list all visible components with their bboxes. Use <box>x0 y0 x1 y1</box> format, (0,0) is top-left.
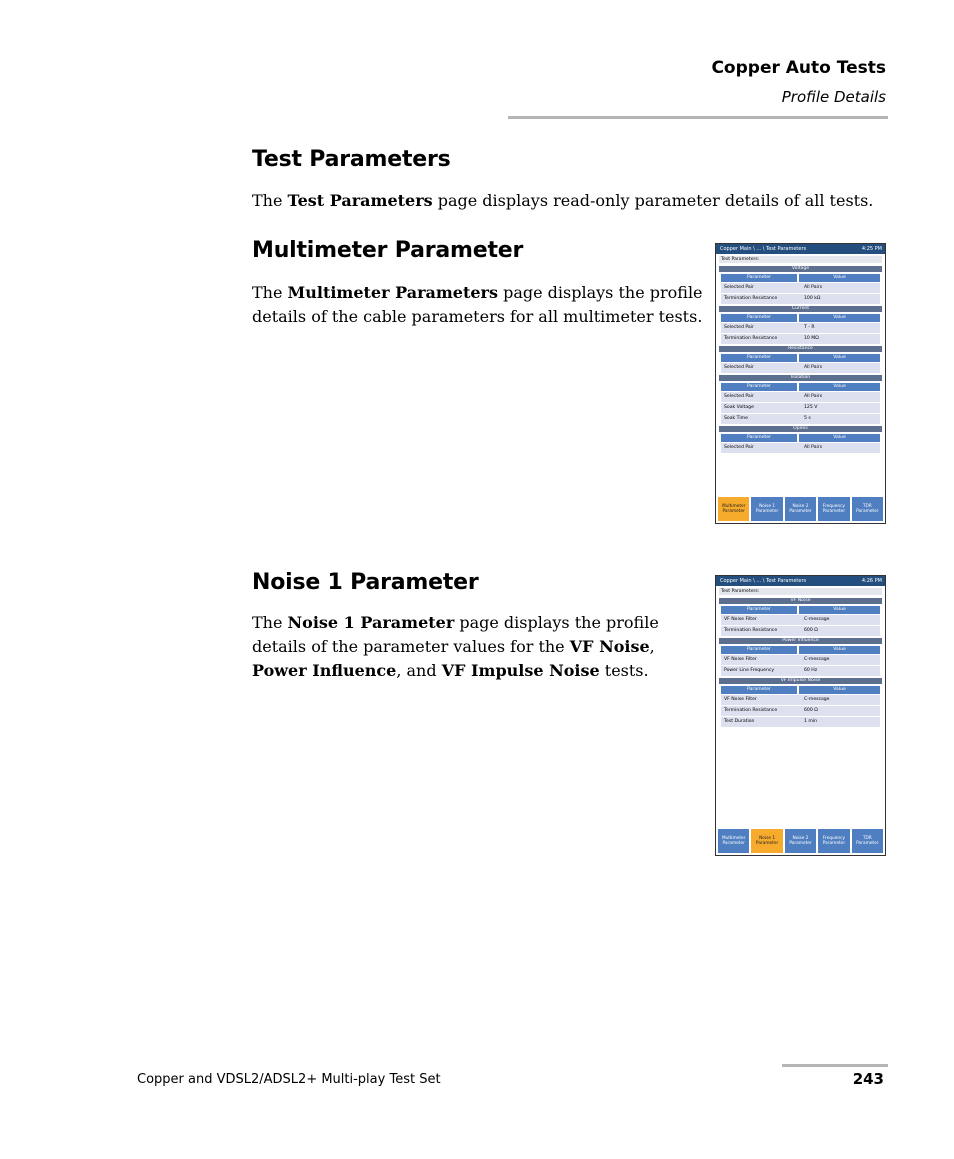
parameter-name: Soak Voltage <box>724 405 754 410</box>
parameter-value: T - R <box>804 325 815 330</box>
parameter-name: VF Noise Filter <box>724 657 757 662</box>
device-tab-bar <box>718 829 883 853</box>
parameter-value: All Pairs <box>804 285 823 290</box>
heading-test-parameters: Test Parameters <box>252 147 451 172</box>
group-title: Isolation <box>719 375 882 381</box>
test-parameters-label: Test Parameters: <box>719 256 882 263</box>
tab-tdr-parameter[interactable]: TDR Parameter <box>852 829 883 853</box>
column-value: Value <box>799 646 880 654</box>
parameter-value: 600 Ω <box>804 628 818 633</box>
parameter-value: All Pairs <box>804 365 823 370</box>
column-value: Value <box>799 383 880 391</box>
test-parameters-label: Test Parameters: <box>719 588 882 595</box>
parameter-value: 100 kΩ <box>804 296 821 301</box>
device-clock: 4:26 PM <box>861 578 882 584</box>
parameter-name: Power Line Frequency <box>724 668 775 673</box>
parameter-value: 600 Ω <box>804 708 818 713</box>
parameter-name: Selected Pair <box>724 394 754 399</box>
parameter-value: C-message <box>804 657 830 662</box>
parameter-row <box>721 695 880 706</box>
column-value: Value <box>799 606 880 614</box>
parameter-value: C-message <box>804 697 830 702</box>
group-title: Resistance <box>719 346 882 352</box>
tab-multimeter-parameter[interactable]: Multimeter Parameter <box>718 829 749 853</box>
column-value: Value <box>799 354 880 362</box>
column-parameter: Parameter <box>721 354 797 362</box>
parameter-row <box>721 403 880 414</box>
tab-tdr-parameter[interactable]: TDR Parameter <box>852 497 883 521</box>
parameter-name: Test Duration <box>724 719 755 724</box>
parameter-name: Termination Resistance <box>724 336 778 341</box>
paragraph-test-parameters: The Test Parameters page displays read-only parameter details of all tests. <box>252 191 874 210</box>
parameter-row <box>721 443 880 454</box>
parameter-name: Termination Resistance <box>724 296 778 301</box>
column-header <box>721 314 880 322</box>
group-title: Power Influence <box>719 638 882 644</box>
running-header-subtitle: Profile Details <box>781 88 886 106</box>
parameter-list <box>719 597 882 728</box>
parameter-value: 5 s <box>804 416 811 421</box>
parameter-list <box>719 265 882 454</box>
parameter-value: C-message <box>804 617 830 622</box>
parameter-name: Termination Resistance <box>724 708 778 713</box>
parameter-value: 10 MΩ <box>804 336 819 341</box>
parameter-name: Soak Time <box>724 416 748 421</box>
parameter-name: Termination Resistance <box>724 628 778 633</box>
footer-title: Copper and VDSL2/ADSL2+ Multi-play Test Set <box>137 1072 441 1087</box>
column-header <box>721 274 880 282</box>
column-value: Value <box>799 314 880 322</box>
device-breadcrumb: Copper Main \ ... \ Test Parameters <box>720 246 807 252</box>
header-rule <box>508 116 888 119</box>
parameter-row <box>721 666 880 677</box>
paragraph-multimeter: The Multimeter Parameters page displays the profile details of the cable parameters for all multimeter tests. <box>252 283 703 326</box>
parameter-name: Selected Pair <box>724 365 754 370</box>
heading-multimeter-parameter: Multimeter Parameter <box>252 238 524 263</box>
tab-noise-2-parameter[interactable]: Noise 2 Parameter <box>785 497 816 521</box>
column-header <box>721 646 880 654</box>
parameter-row <box>721 655 880 666</box>
running-header-title: Copper Auto Tests <box>711 58 886 78</box>
tab-noise-2-parameter[interactable]: Noise 2 Parameter <box>785 829 816 853</box>
device-title-bar <box>716 576 885 586</box>
parameter-row <box>721 414 880 425</box>
parameter-row <box>721 294 880 305</box>
parameter-value: 1 min <box>804 719 818 724</box>
tab-noise-1-parameter[interactable]: Noise 1 Parameter <box>751 829 782 853</box>
column-value: Value <box>799 274 880 282</box>
group-title: VF Noise <box>719 598 882 604</box>
paragraph-noise1: The Noise 1 Parameter page displays the profile details of the parameter values for the VF Noise, Power Influence, and VF Impulse Noise tests. <box>252 613 659 680</box>
tab-frequency-parameter[interactable]: Frequency Parameter <box>818 497 849 521</box>
device-tab-bar <box>718 497 883 521</box>
parameter-value: All Pairs <box>804 394 823 399</box>
screenshot-multimeter-parameters <box>715 243 886 524</box>
parameter-row <box>721 334 880 345</box>
parameter-row <box>721 323 880 334</box>
group-title: VF Impulse Noise <box>719 678 882 684</box>
parameter-row <box>721 363 880 374</box>
parameter-value: 60 Hz <box>804 668 818 673</box>
parameter-row <box>721 615 880 626</box>
column-header <box>721 606 880 614</box>
column-parameter: Parameter <box>721 606 797 614</box>
parameter-row <box>721 717 880 728</box>
column-parameter: Parameter <box>721 383 797 391</box>
page-number: 243 <box>852 1070 884 1088</box>
column-header <box>721 434 880 442</box>
column-parameter: Parameter <box>721 686 797 694</box>
parameter-name: Selected Pair <box>724 445 754 450</box>
column-value: Value <box>799 434 880 442</box>
column-header <box>721 686 880 694</box>
column-parameter: Parameter <box>721 274 797 282</box>
parameter-name: VF Noise Filter <box>724 697 757 702</box>
parameter-row <box>721 283 880 294</box>
device-clock: 4:25 PM <box>861 246 882 252</box>
parameter-name: VF Noise Filter <box>724 617 757 622</box>
parameter-name: Selected Pair <box>724 325 754 330</box>
parameter-value: All Pairs <box>804 445 823 450</box>
column-parameter: Parameter <box>721 646 797 654</box>
column-parameter: Parameter <box>721 434 797 442</box>
column-parameter: Parameter <box>721 314 797 322</box>
heading-noise1-parameter: Noise 1 Parameter <box>252 570 479 595</box>
parameter-row <box>721 626 880 637</box>
tab-noise-1-parameter[interactable]: Noise 1 Parameter <box>751 497 782 521</box>
column-value: Value <box>799 686 880 694</box>
parameter-row <box>721 392 880 403</box>
column-header <box>721 383 880 391</box>
parameter-name: Selected Pair <box>724 285 754 290</box>
tab-frequency-parameter[interactable]: Frequency Parameter <box>818 829 849 853</box>
parameter-row <box>721 706 880 717</box>
device-breadcrumb: Copper Main \ ... \ Test Parameters <box>720 578 807 584</box>
group-title: Opens <box>719 426 882 432</box>
group-title: Current <box>719 306 882 312</box>
footer-rule <box>782 1064 888 1067</box>
group-title: Voltage <box>719 266 882 272</box>
tab-multimeter-parameter[interactable]: Multimeter Parameter <box>718 497 749 521</box>
screenshot-noise1-parameters <box>715 575 886 856</box>
parameter-value: 125 V <box>804 405 818 410</box>
device-title-bar <box>716 244 885 254</box>
column-header <box>721 354 880 362</box>
